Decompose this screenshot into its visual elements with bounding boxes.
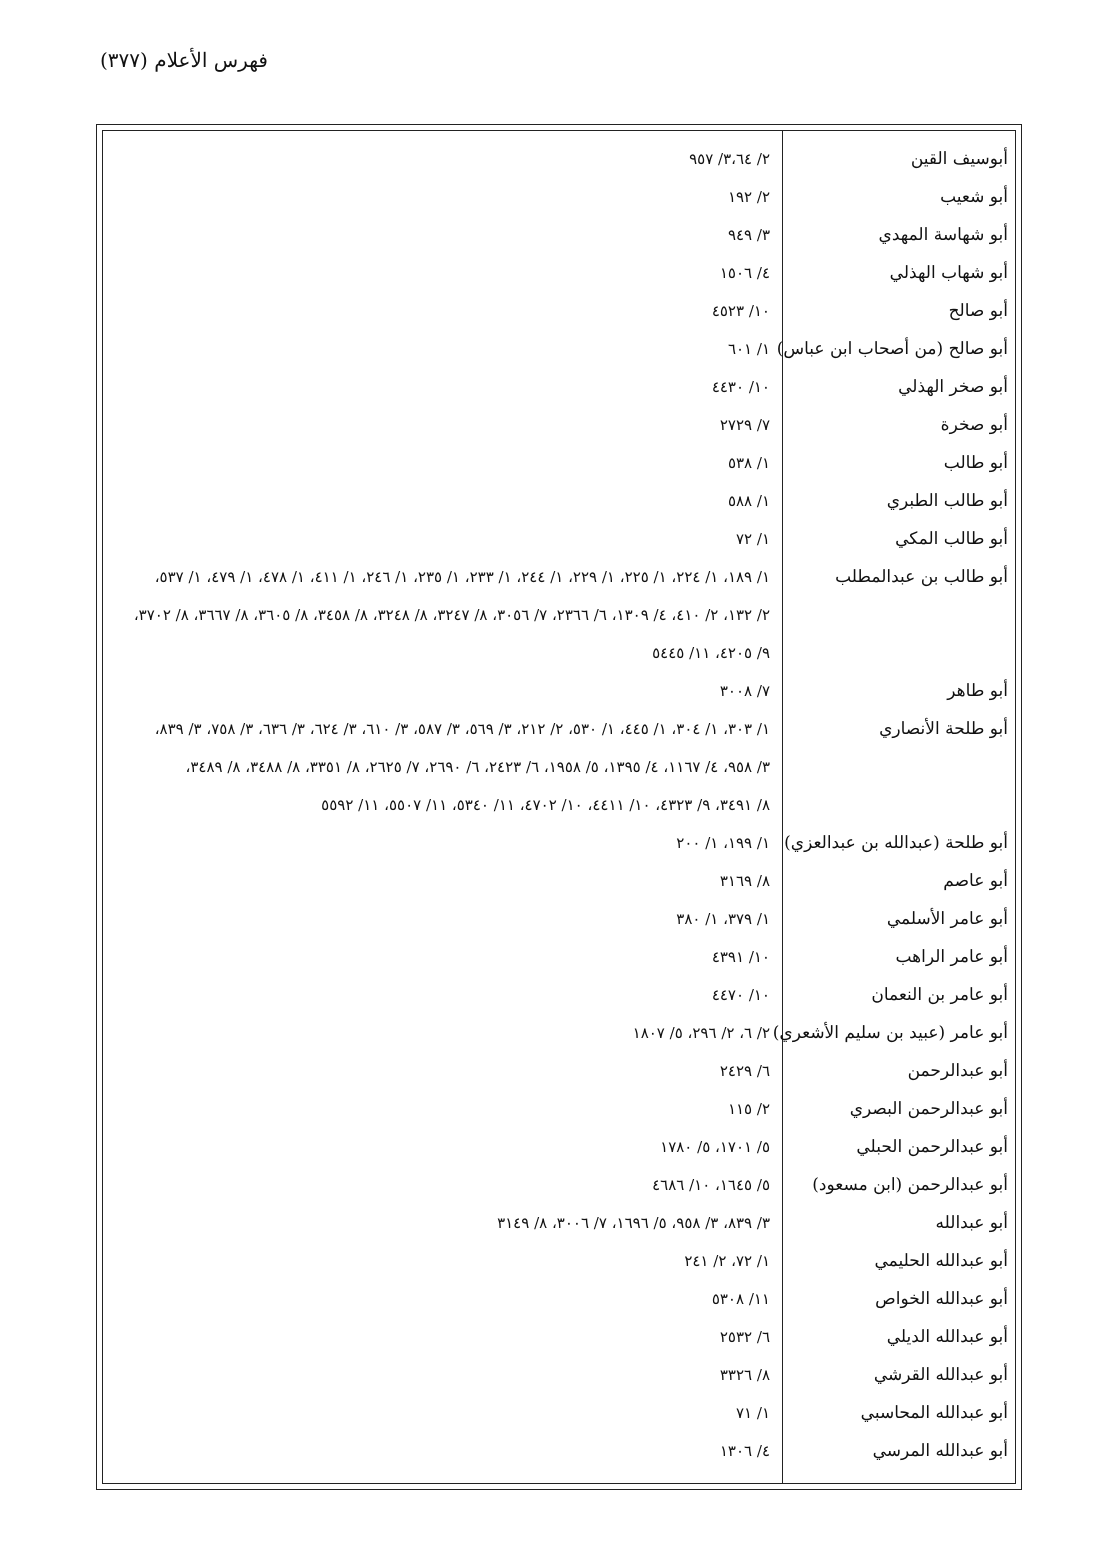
entry-name: أبو عبدالرحمن الحبلي	[856, 1137, 1008, 1157]
index-row	[102, 1128, 1016, 1166]
entry-name: أبو عبدالرحمن البصري	[849, 1099, 1008, 1119]
entry-references: ٢/ ١٣٢، ٢/ ٤١٠، ٤/ ١٣٠٩، ٦/ ٢٣٦٦، ٧/ ٣٠٥٦، ٨/ ٣٢٤٧، ٨/ ٣٢٤٨، ٨/ ٣٤٥٨، ٨/ ٣٦٠٥، ٨/ ٣٦٦٧، ٨/ ٣٧٠٢،	[133, 606, 770, 624]
index-row	[102, 786, 1016, 824]
entry-references: ٢/ ٣،٦٤/ ٩٥٧	[689, 150, 770, 168]
index-row	[102, 368, 1016, 406]
index-row	[102, 520, 1016, 558]
entry-references: ٣/ ٩٤٩	[727, 226, 770, 244]
entry-references: ٤/ ١٥٠٦	[719, 264, 770, 282]
index-row	[102, 710, 1016, 748]
index-row	[102, 1318, 1016, 1356]
entry-name: أبو عبدالله الخواص	[875, 1289, 1008, 1309]
entry-name: أبو طلحة الأنصاري	[879, 719, 1008, 739]
entry-references: ٢/ ١٩٢	[727, 188, 770, 206]
entry-references: ٨/ ٣١٦٩	[719, 872, 770, 890]
index-row	[102, 1052, 1016, 1090]
entry-references: ١/ ١٩٩، ١/ ٢٠٠	[676, 834, 770, 852]
entry-references: ١٠/ ٤٤٧٠	[711, 986, 770, 1004]
entry-name: أبو عبدالله الديلي	[886, 1327, 1008, 1347]
index-row	[102, 140, 1016, 178]
index-row	[102, 824, 1016, 862]
entry-references: ٤/ ١٣٠٦	[719, 1442, 770, 1460]
entry-name: أبو عبدالرحمن (ابن مسعود)	[812, 1175, 1008, 1195]
entry-name: أبو شهاب الهذلي	[889, 263, 1008, 283]
entry-references: ٩/ ٤٢٠٥، ١١/ ٥٤٤٥	[652, 644, 770, 662]
entry-references: ٦/ ٢٥٣٢	[719, 1328, 770, 1346]
entry-references: ١/ ٥٣٨	[727, 454, 770, 472]
entry-name: أبو عبدالله	[935, 1213, 1008, 1233]
index-row	[102, 330, 1016, 368]
entry-name: أبو طالب المكي	[895, 529, 1008, 549]
entry-references: ٣/ ٩٥٨، ٤/ ١١٦٧، ٤/ ١٣٩٥، ٥/ ١٩٥٨، ٦/ ٢٤٢٣، ٦/ ٢٦٩٠، ٧/ ٢٦٢٥، ٨/ ٣٣٥١، ٨/ ٣٤٨٨، ٨/ ٣٤٨٩،	[185, 758, 770, 776]
index-row	[102, 900, 1016, 938]
entry-references: ٣/ ٨٣٩، ٣/ ٩٥٨، ٥/ ١٦٩٦، ٧/ ٣٠٠٦، ٨/ ٣١٤٩	[497, 1214, 770, 1232]
index-row	[102, 254, 1016, 292]
entry-name: أبو عاصم	[943, 871, 1008, 891]
entry-references: ٨/ ٣٤٩١، ٩/ ٤٣٢٣، ١٠/ ٤٤١١، ١٠/ ٤٧٠٢، ١١/ ٥٣٤٠، ١١/ ٥٥٠٧، ١١/ ٥٥٩٢	[321, 796, 770, 814]
index-row	[102, 178, 1016, 216]
entry-references: ٧/ ٣٠٠٨	[719, 682, 770, 700]
entry-references: ١٠/ ٤٤٣٠	[711, 378, 770, 396]
entry-references: ٦/ ٢٤٢٩	[719, 1062, 770, 1080]
entry-name: أبو عامر (عبيد بن سليم الأشعري)	[772, 1023, 1008, 1043]
index-row	[102, 1356, 1016, 1394]
index-row	[102, 862, 1016, 900]
index-row	[102, 1394, 1016, 1432]
entry-references: ٢/ ١١٥	[727, 1100, 770, 1118]
entry-name: أبو صالح	[948, 301, 1008, 321]
entry-name: أبو صالح (من أصحاب ابن عباس)	[776, 339, 1008, 359]
entry-references: ٥/ ١٧٠١، ٥/ ١٧٨٠	[660, 1138, 770, 1156]
entry-name: أبو شعيب	[940, 187, 1008, 207]
entry-name: أبو عبدالله الحليمي	[874, 1251, 1008, 1271]
index-row	[102, 482, 1016, 520]
entry-name: أبو صخر الهذلي	[898, 377, 1008, 397]
entry-references: ١/ ٧٢، ٢/ ٢٤١	[684, 1252, 770, 1270]
entry-name: أبو طالب الطبري	[886, 491, 1008, 511]
entry-name: أبو عبدالله المحاسبي	[860, 1403, 1008, 1423]
index-row	[102, 216, 1016, 254]
entry-name: أبو شهاسة المهدي	[878, 225, 1008, 245]
entry-name: أبو طاهر	[947, 681, 1008, 701]
index-row	[102, 938, 1016, 976]
index-row	[102, 1242, 1016, 1280]
index-row	[102, 672, 1016, 710]
entry-references: ١/ ٧١	[735, 1404, 770, 1422]
index-row	[102, 1166, 1016, 1204]
index-row	[102, 558, 1016, 596]
entry-references: ١/ ٦٠١	[727, 340, 770, 358]
entry-references: ١١/ ٥٣٠٨	[711, 1290, 770, 1308]
page-header: فهرس الأعلام (٣٧٧)	[99, 48, 268, 72]
entry-references: ٢/ ٦، ٢/ ٢٩٦، ٥/ ١٨٠٧	[632, 1024, 770, 1042]
entry-references: ١/ ٧٢	[735, 530, 770, 548]
index-table	[102, 140, 1016, 1470]
entry-references: ١/ ٣٠٣، ١/ ٣٠٤، ١/ ٤٤٥، ١/ ٥٣٠، ٢/ ٢١٢، ٣/ ٥٦٩، ٣/ ٥٨٧، ٣/ ٦١٠، ٣/ ٦٢٤، ٣/ ٦٣٦، ٣/ ٧٥٨، ٣/ ٨٣٩،	[154, 720, 770, 738]
entry-name: أبوسيف القين	[910, 149, 1008, 169]
index-row	[102, 596, 1016, 634]
entry-name: أبو عامر بن النعمان	[871, 985, 1008, 1005]
entry-references: ٥/ ١٦٤٥، ١٠/ ٤٦٨٦	[652, 1176, 770, 1194]
index-row	[102, 1280, 1016, 1318]
entry-references: ٧/ ٢٧٢٩	[719, 416, 770, 434]
index-row	[102, 1432, 1016, 1470]
entry-name: أبو عامر الأسلمي	[886, 909, 1008, 929]
index-row	[102, 292, 1016, 330]
entry-name: أبو عامر الراهب	[895, 947, 1008, 967]
entry-references: ١٠/ ٤٥٢٣	[711, 302, 770, 320]
entry-name: أبو صخرة	[940, 415, 1008, 435]
entry-references: ١/ ٣٧٩، ١/ ٣٨٠	[676, 910, 770, 928]
entry-references: ١/ ١٨٩، ١/ ٢٢٤، ١/ ٢٢٥، ١/ ٢٢٩، ١/ ٢٤٤، ١/ ٢٣٣، ١/ ٢٣٥، ١/ ٢٤٦، ١/ ٤١١، ١/ ٤٧٨، ١/ ٤٧٩، ١/ ٥٣٧،	[154, 568, 770, 586]
index-row	[102, 1014, 1016, 1052]
index-row	[102, 634, 1016, 672]
index-row	[102, 1204, 1016, 1242]
entry-references: ١/ ٥٨٨	[727, 492, 770, 510]
entry-name: أبو طالب	[943, 453, 1008, 473]
entry-references: ٨/ ٣٣٢٦	[719, 1366, 770, 1384]
index-row	[102, 1090, 1016, 1128]
index-row	[102, 976, 1016, 1014]
entry-references: ١٠/ ٤٣٩١	[711, 948, 770, 966]
entry-name: أبو طلحة (عبدالله بن عبدالعزي)	[784, 833, 1008, 853]
entry-name: أبو عبدالله المرسي	[872, 1441, 1008, 1461]
entry-name: أبو طالب بن عبدالمطلب	[835, 567, 1008, 587]
index-row	[102, 444, 1016, 482]
index-row	[102, 748, 1016, 786]
index-row	[102, 406, 1016, 444]
entry-name: أبو عبدالله القرشي	[873, 1365, 1008, 1385]
entry-name: أبو عبدالرحمن	[907, 1061, 1008, 1081]
